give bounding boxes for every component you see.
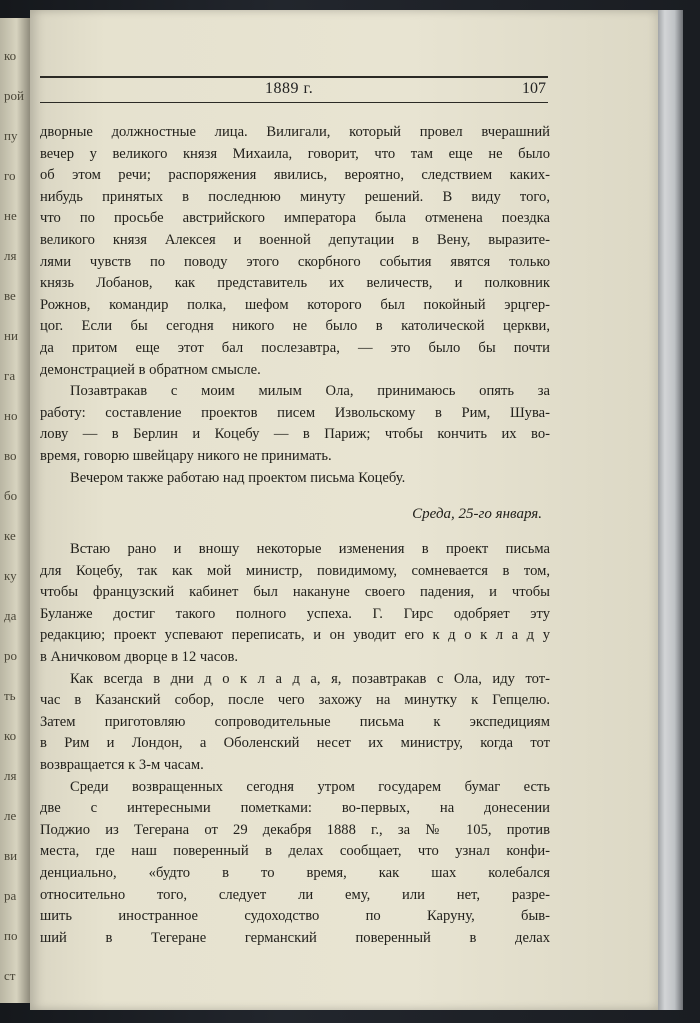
- text-line: работу: составление проектов писем Извольскому в Рим, Шува-: [40, 404, 550, 421]
- text-line: великого князя Алексея и военной депутации в Вену, выразите-: [40, 231, 550, 248]
- paragraph: [40, 122, 550, 381]
- text-line: Позавтракав с моим милым Ола, принимаюсь опять за: [70, 383, 550, 400]
- book-page-edges: [655, 10, 683, 1010]
- left-page-text-fragment: ку: [4, 568, 17, 583]
- text-line: денциально, «будто в то время, как шах колебался: [40, 865, 550, 881]
- left-page-text-fragment: ко: [4, 728, 17, 743]
- left-page-text-fragment: во: [4, 448, 17, 463]
- text-line: Как всегда в дни д о к л а д а, я, позавтракав с Ола, иду тот-: [70, 670, 550, 687]
- paragraph: [40, 777, 550, 950]
- text-line: лями чувств по поводу этого скорбного события явятся только: [40, 253, 550, 270]
- running-header: [40, 76, 548, 103]
- left-page-text-fragment: га: [4, 368, 16, 383]
- text-line: чтобы французский кабинет был накануне своего падения, и чтобы: [40, 584, 550, 601]
- text-line: возвращается к 3-м часам.: [40, 757, 204, 774]
- text-section-1: [40, 122, 550, 489]
- left-page-text-fragment: пу: [4, 128, 18, 143]
- left-page-text-fragment: по: [4, 928, 18, 943]
- left-page-text-fragment: ни: [4, 328, 18, 343]
- text-line: Встаю рано и вношу некоторые изменения в проект письма: [70, 541, 550, 558]
- left-page-text-fragment: рой: [4, 88, 24, 103]
- text-line: демонстрацией в обратном смысле.: [40, 361, 261, 378]
- text-line: две с интересными пометками: во-первых, на донесении: [40, 800, 550, 817]
- text-line: Среди возвращенных сегодня утром государем бумаг есть: [70, 778, 550, 795]
- text-line: время, говорю швейцару никого не принимать.: [40, 447, 332, 464]
- text-section-2: [40, 539, 550, 949]
- left-page-text-fragment: ро: [4, 648, 17, 663]
- text-line: вечер у великого князя Михаила, говорит, что там еще не было: [40, 145, 550, 162]
- left-page-text-fragment: да: [4, 608, 17, 623]
- left-page-text-fragment: ви: [4, 848, 18, 863]
- paragraph: [40, 468, 550, 490]
- left-page-text-fragment: ть: [4, 688, 16, 703]
- text-line: места, где наш поверенный в делах сообщает, что узнал конфи-: [40, 843, 550, 860]
- paragraph: [40, 381, 550, 467]
- left-page-text-fragment: бо: [4, 488, 18, 503]
- paragraph: [40, 669, 550, 777]
- left-page-text-fragment: ве: [4, 288, 16, 303]
- text-line: лову — в Берлин и Коцебу — в Париж; чтобы кончить их во-: [40, 426, 550, 443]
- left-page-text-fragment: не: [4, 208, 17, 223]
- text-line: нибудь принятых в последнюю минуту решений. В виду того,: [40, 188, 550, 205]
- left-page-text-fragment: ко: [4, 48, 17, 63]
- left-page-text-fragment: но: [4, 408, 18, 423]
- text-line: ший в Тегеране германский поверенный в делах: [40, 929, 550, 946]
- diary-dateline: Среда, 25-го января.: [412, 506, 542, 523]
- page-body: [40, 122, 550, 949]
- text-line: час в Казанский собор, после чего захожу на минутку к Гепцелю.: [40, 692, 550, 709]
- left-page-text-fragment: ля: [4, 248, 17, 263]
- book-page: [30, 10, 658, 1010]
- page-number: 107: [522, 80, 546, 97]
- text-line: об этом речи; распоряжения явились, вероятно, следствием каких-: [40, 167, 550, 184]
- left-page-text-fragment: го: [4, 168, 16, 183]
- text-line: цог. Если бы сегодня никого не было в католической церкви,: [40, 318, 550, 335]
- text-line: да притом еще этот бал послезавтра, — это было бы почти: [40, 339, 550, 356]
- text-line: Рожнов, командир полка, шефом которого был покойный эрцгер-: [40, 296, 550, 313]
- text-line: для Коцебу, так как мой министр, повидимому, сомневается в том,: [40, 562, 550, 579]
- text-line: шить иностранное судоходство по Каруну, быв-: [40, 908, 550, 925]
- text-line: князь Лобанов, как представитель их величеств, и полковник: [40, 275, 550, 292]
- left-page-text-fragment: ра: [4, 888, 17, 903]
- left-page-text-fragment: ст: [4, 968, 16, 983]
- text-line: Затем приготовляю сопроводительные письма к экспедициям: [40, 713, 550, 730]
- text-line: в Аничковом дворце в 12 часов.: [40, 649, 239, 666]
- left-page-text-fragment: ля: [4, 768, 17, 783]
- text-line: редакцию; проект успевают переписать, и он уводит его к д о к л а д у: [40, 627, 550, 644]
- text-line: относительно того, следует ли ему, или нет, разре-: [40, 886, 550, 903]
- text-line: в Рим и Лондон, а Оболенский несет их министру, когда тот: [40, 735, 550, 752]
- text-line: Поджио из Тегерана от 29 декабря 1888 г., за № 105, против: [40, 821, 550, 838]
- text-line: Вечером также работаю над проектом письма Коцебу.: [70, 469, 406, 486]
- left-page-edge: [0, 18, 30, 1003]
- text-line: что по просьбе австрийского императора была отменена поездка: [40, 210, 550, 227]
- paragraph: [40, 539, 550, 669]
- text-line: Буланже достиг такого полного успеха. Г. Гирс одобряет эту: [40, 605, 550, 622]
- header-year: 1889 г.: [265, 80, 314, 97]
- left-page-text-fragment: ке: [4, 528, 16, 543]
- left-page-text-fragment: ле: [4, 808, 17, 823]
- text-line: дворные должностные лица. Вилигали, который провел вчерашний: [40, 124, 550, 140]
